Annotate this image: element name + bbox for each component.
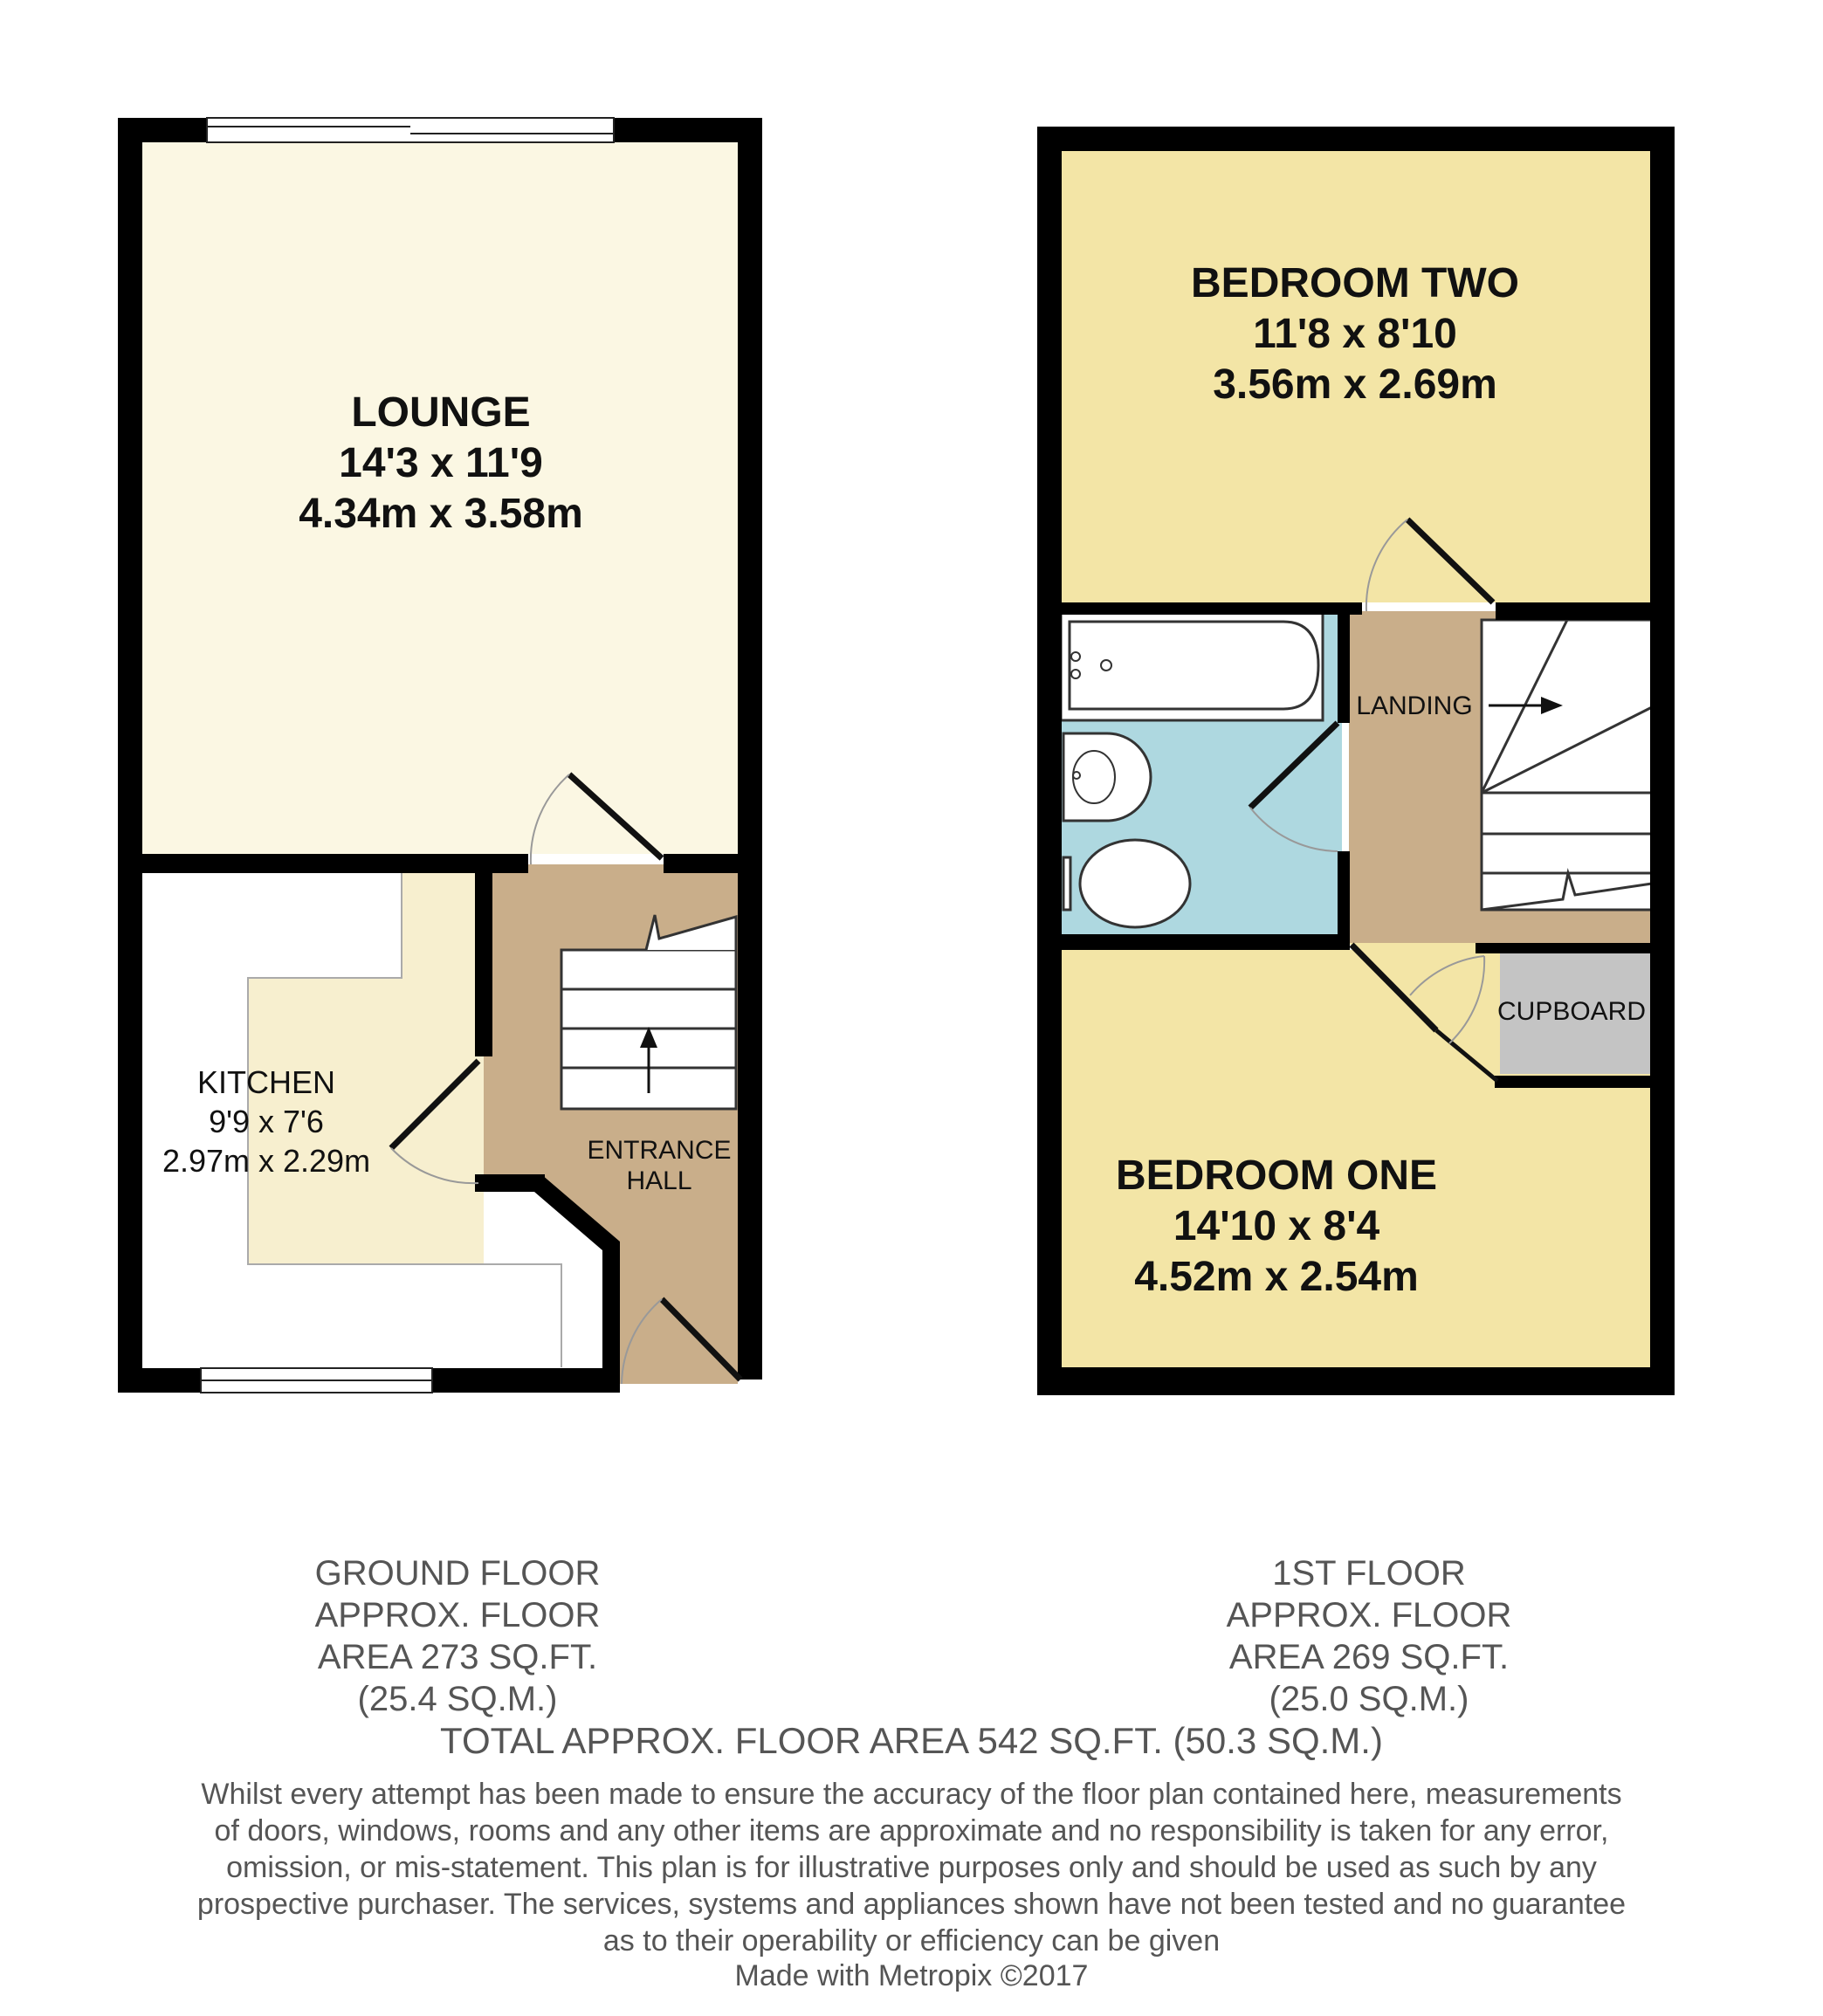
total-floor-area: TOTAL APPROX. FLOOR AREA 542 SQ.FT. (50.3 SQ.M.) (440, 1720, 1383, 1761)
credit: Made with Metropix ©2017 (734, 1959, 1089, 1992)
ground-floor-area-line: (25.4 SQ.M.) (357, 1680, 558, 1718)
bathtub-icon (1070, 622, 1318, 709)
disclaimer-line: Whilst every attempt has been made to ensure the accuracy of the floor plan contained here, measurements (201, 1778, 1622, 1811)
bedroom-one-imperial: 14'10 x 8'4 (1173, 1203, 1380, 1249)
disclaimer-line: as to their operability or efficiency can be given (602, 1924, 1221, 1958)
lounge-imperial: 14'3 x 11'9 (339, 440, 543, 486)
ground-floor-area-line: AREA 273 SQ.FT. (317, 1638, 598, 1676)
ground-floor-area (152, 1552, 763, 1720)
kitchen-imperial: 9'9 x 7'6 (209, 1104, 324, 1139)
landing-label: LANDING (1356, 691, 1473, 720)
bedroom-one-label: BEDROOM ONE (1115, 1152, 1438, 1199)
kitchen-label: KITCHEN (196, 1064, 336, 1100)
ground-floor-area-line: GROUND FLOOR (314, 1554, 601, 1593)
disclaimer-line: prospective purchaser. The services, systems and appliances shown have not been tested and no guarantee (196, 1888, 1627, 1921)
bedroom-two-label: BEDROOM TWO (1191, 260, 1519, 306)
cupboard-label: CUPBOARD (1496, 997, 1647, 1026)
disclaimer-line: omission, or mis-statement. This plan is for illustrative purposes only and should be used as such by any (226, 1851, 1597, 1884)
bedroom-one-metric: 4.52m x 2.54m (1134, 1254, 1419, 1300)
disclaimer (0, 1776, 1823, 1959)
toilet-icon (1063, 857, 1070, 910)
entrance-hall-label-2: HALL (626, 1166, 692, 1195)
kitchen-metric: 2.97m x 2.29m (162, 1143, 371, 1179)
disclaimer-line: of doors, windows, rooms and any other items are approximate and no responsibility is taken for any error, (214, 1814, 1609, 1847)
first-floor-stairs (1482, 620, 1652, 910)
ground-floor-plan (118, 118, 762, 1393)
first-floor-area-line: AREA 269 SQ.FT. (1228, 1638, 1510, 1676)
first-floor-area-line: (25.0 SQ.M.) (1269, 1680, 1469, 1718)
lounge-label: LOUNGE (351, 389, 531, 436)
first-floor-area-line: 1ST FLOOR (1272, 1554, 1466, 1593)
basin-icon (1063, 733, 1151, 821)
lounge-metric: 4.34m x 3.58m (299, 491, 583, 537)
entrance-hall-label: ENTRANCE (587, 1136, 732, 1165)
ground-floor-area-line: APPROX. FLOOR (314, 1596, 601, 1634)
first-floor-area-line: APPROX. FLOOR (1226, 1596, 1512, 1634)
first-floor-plan (1037, 127, 1675, 1395)
bedroom-two-imperial: 11'8 x 8'10 (1253, 311, 1457, 357)
bedroom-two-metric: 3.56m x 2.69m (1213, 361, 1497, 408)
first-floor-area (1063, 1552, 1675, 1720)
